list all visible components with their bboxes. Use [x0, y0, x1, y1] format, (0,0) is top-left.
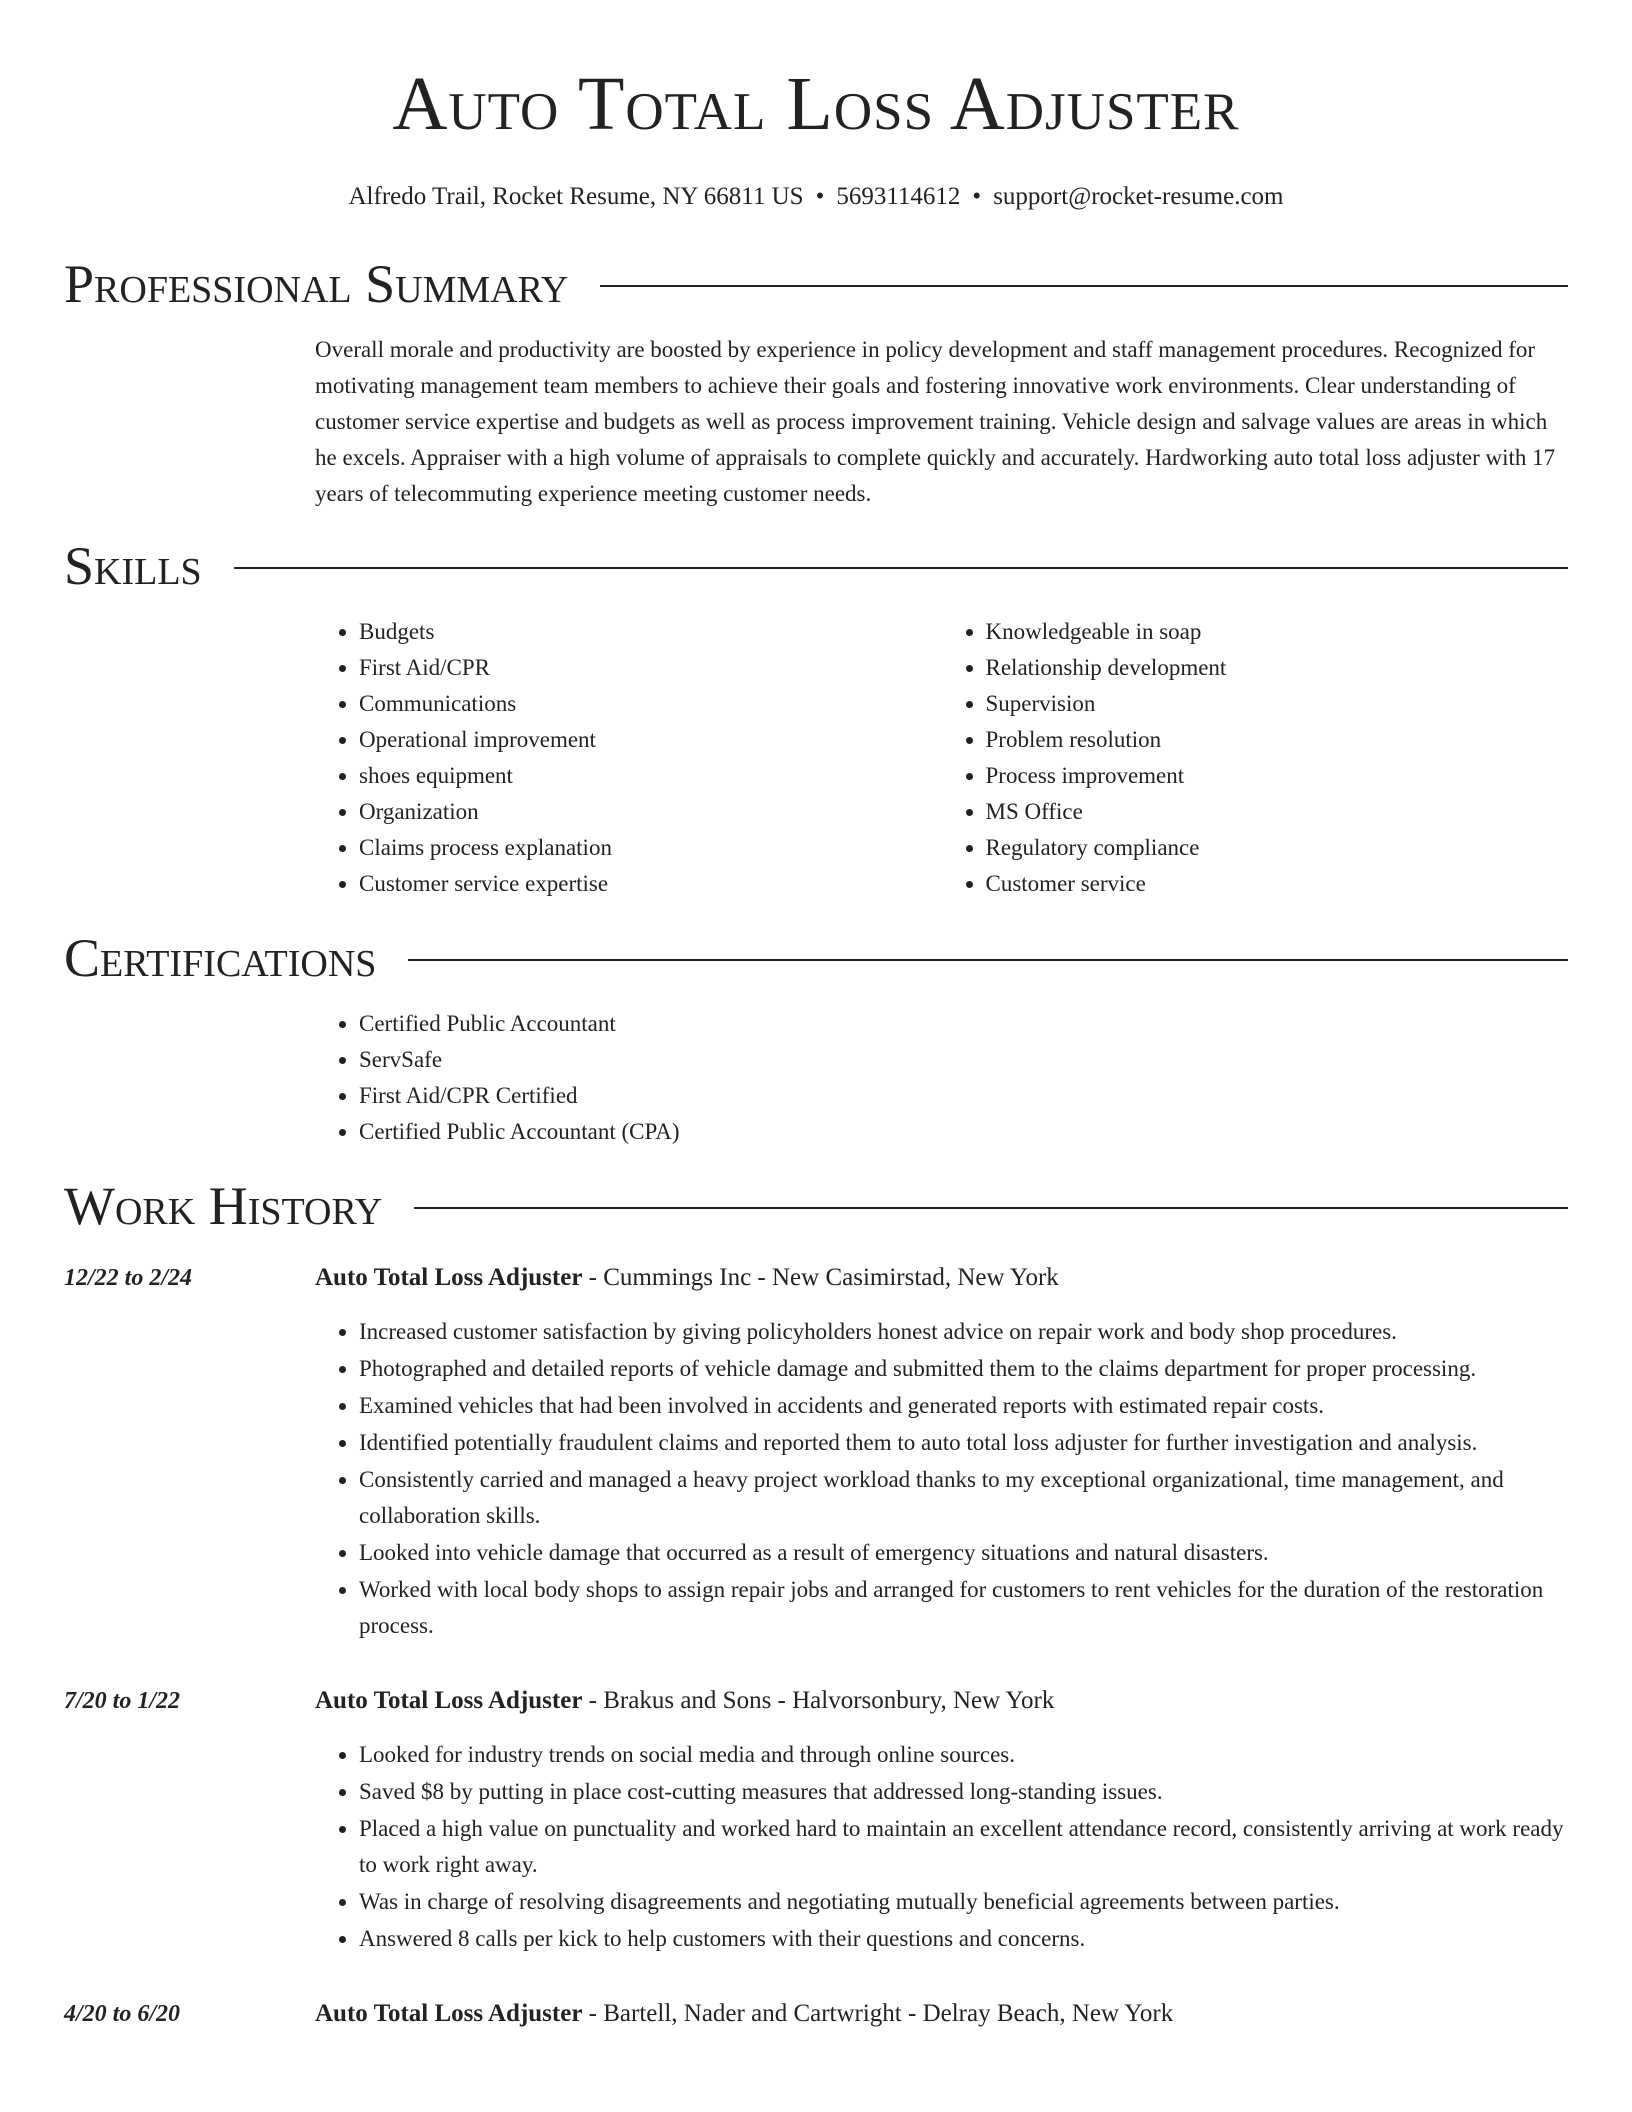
skill-item: • Operational improvement: [359, 722, 942, 758]
job-entry: [64, 1996, 1568, 2032]
contact-separator: •: [972, 183, 982, 210]
job-company-location: - Bartell, Nader and Cartwright - Delray Beach, New York: [582, 2000, 1174, 2027]
skill-item: • Claims process explanation: [359, 830, 942, 866]
job-bullets: [315, 1737, 1568, 1957]
skills-column-left: [315, 614, 942, 902]
job-bullets: [315, 1314, 1568, 1644]
job-bullet: • Photographed and detailed reports of vehicle damage and submitted them to the claims department for proper processing.: [359, 1351, 1568, 1387]
job-dates: 4/20 to 6/20: [64, 2001, 181, 2027]
skill-item: • Customer service expertise: [359, 866, 942, 902]
summary-section-header: [64, 252, 1568, 316]
certification-item: • Certified Public Accountant: [359, 1006, 1568, 1042]
section-divider: [600, 285, 1568, 287]
job-company-location: - Brakus and Sons - Halvorsonbury, New York: [582, 1687, 1055, 1714]
certifications-section-title: Certifications: [64, 928, 377, 988]
job-bullet: • Worked with local body shops to assign repair jobs and arranged for customers to rent vehicles for the duration of the restoration process.: [359, 1572, 1568, 1644]
contact-separator: •: [815, 183, 825, 210]
job-entry: [64, 1683, 1568, 1958]
resume-name: Auto Total Loss Adjuster: [392, 62, 1240, 146]
skill-item: • shoes equipment: [359, 758, 942, 794]
certification-item: • Certified Public Accountant (CPA): [359, 1114, 1568, 1150]
job-bullet: • Identified potentially fraudulent claims and reported them to auto total loss adjuster for further investigation and analysis.: [359, 1425, 1568, 1461]
job-bullet: • Was in charge of resolving disagreements and negotiating mutually beneficial agreements between parties.: [359, 1884, 1568, 1920]
skill-item: • Knowledgeable in soap: [986, 614, 1569, 650]
job-bullet: • Examined vehicles that had been involved in accidents and generated reports with estimated repair costs.: [359, 1388, 1568, 1424]
skill-item: • Communications: [359, 686, 942, 722]
job-bullet: • Looked into vehicle damage that occurred as a result of emergency situations and natural disasters.: [359, 1535, 1568, 1571]
skill-item: • First Aid/CPR: [359, 650, 942, 686]
job-bullet: • Looked for industry trends on social media and through online sources.: [359, 1737, 1568, 1773]
section-divider: [408, 959, 1568, 961]
skill-item: • MS Office: [986, 794, 1569, 830]
contact-address: Alfredo Trail, Rocket Resume, NY 66811 US: [348, 183, 804, 210]
job-title: Auto Total Loss Adjuster: [315, 2000, 583, 2027]
job-dates: 12/22 to 2/24: [64, 1265, 193, 1291]
certifications-list: [315, 1006, 1568, 1150]
job-heading: [315, 1260, 1568, 1296]
job-details: [315, 1260, 1568, 1645]
summary-section-title: Professional Summary: [64, 254, 569, 314]
job-company-location: - Cummings Inc - New Casimirstad, New York: [582, 1264, 1059, 1291]
contact-phone: 5693114612: [836, 183, 961, 210]
skill-item: • Process improvement: [986, 758, 1569, 794]
job-bullet: • Consistently carried and managed a heavy project workload thanks to my exceptional organizational, time management, and collaboration skills.: [359, 1462, 1568, 1534]
job-bullet: • Placed a high value on punctuality and worked hard to maintain an excellent attendance record, consistently arriving at work ready to work right away.: [359, 1811, 1568, 1883]
job-bullet: • Answered 8 calls per kick to help customers with their questions and concerns.: [359, 1921, 1568, 1957]
job-title: Auto Total Loss Adjuster: [315, 1687, 583, 1714]
skills-section-title: Skills: [64, 536, 202, 596]
job-bullet: • Increased customer satisfaction by giving policyholders honest advice on repair work and body shop procedures.: [359, 1314, 1568, 1350]
skill-item: • Supervision: [986, 686, 1569, 722]
job-heading: [315, 1996, 1568, 2032]
skill-item: • Problem resolution: [986, 722, 1569, 758]
job-details: [315, 1996, 1568, 2032]
section-divider: [234, 567, 1568, 569]
job-details: [315, 1683, 1568, 1958]
certifications-section-header: [64, 926, 1568, 990]
contact-line: [64, 182, 1568, 212]
skill-item: • Relationship development: [986, 650, 1569, 686]
skill-item: • Customer service: [986, 866, 1569, 902]
certification-item: • ServSafe: [359, 1042, 1568, 1078]
job-bullet: • Saved $8 by putting in place cost-cutting measures that addressed long-standing issues.: [359, 1774, 1568, 1810]
skill-item: • Budgets: [359, 614, 942, 650]
certification-item: • First Aid/CPR Certified: [359, 1078, 1568, 1114]
contact-email: support@rocket-resume.com: [993, 183, 1284, 210]
job-title: Auto Total Loss Adjuster: [315, 1264, 583, 1291]
work-section-title: Work History: [64, 1176, 383, 1236]
job-heading: [315, 1683, 1568, 1719]
work-section-header: [64, 1174, 1568, 1238]
skill-item: • Regulatory compliance: [986, 830, 1569, 866]
section-divider: [414, 1207, 1568, 1209]
certifications-items: [315, 1006, 1568, 1150]
skill-item: • Organization: [359, 794, 942, 830]
job-dates: 7/20 to 1/22: [64, 1688, 181, 1714]
skills-list: [315, 614, 1568, 902]
skills-section-header: [64, 534, 1568, 598]
summary-text: Overall morale and productivity are boosted by experience in policy development and staff management procedures. Recognized for motivating management team members to achieve their goals and fostering innovative work environments. Clear understanding of customer service expertise and budgets as well as process improvement training. Vehicle design and salvage values are areas in which he excels. Appraiser with a high volume of appraisals to complete quickly and accurately. Hardworking auto total loss adjuster with 17 years of telecommuting experience meeting customer needs.: [315, 337, 1556, 506]
work-history-list: [64, 1260, 1568, 2032]
job-entry: [64, 1260, 1568, 1645]
skills-column-right: [942, 614, 1569, 902]
